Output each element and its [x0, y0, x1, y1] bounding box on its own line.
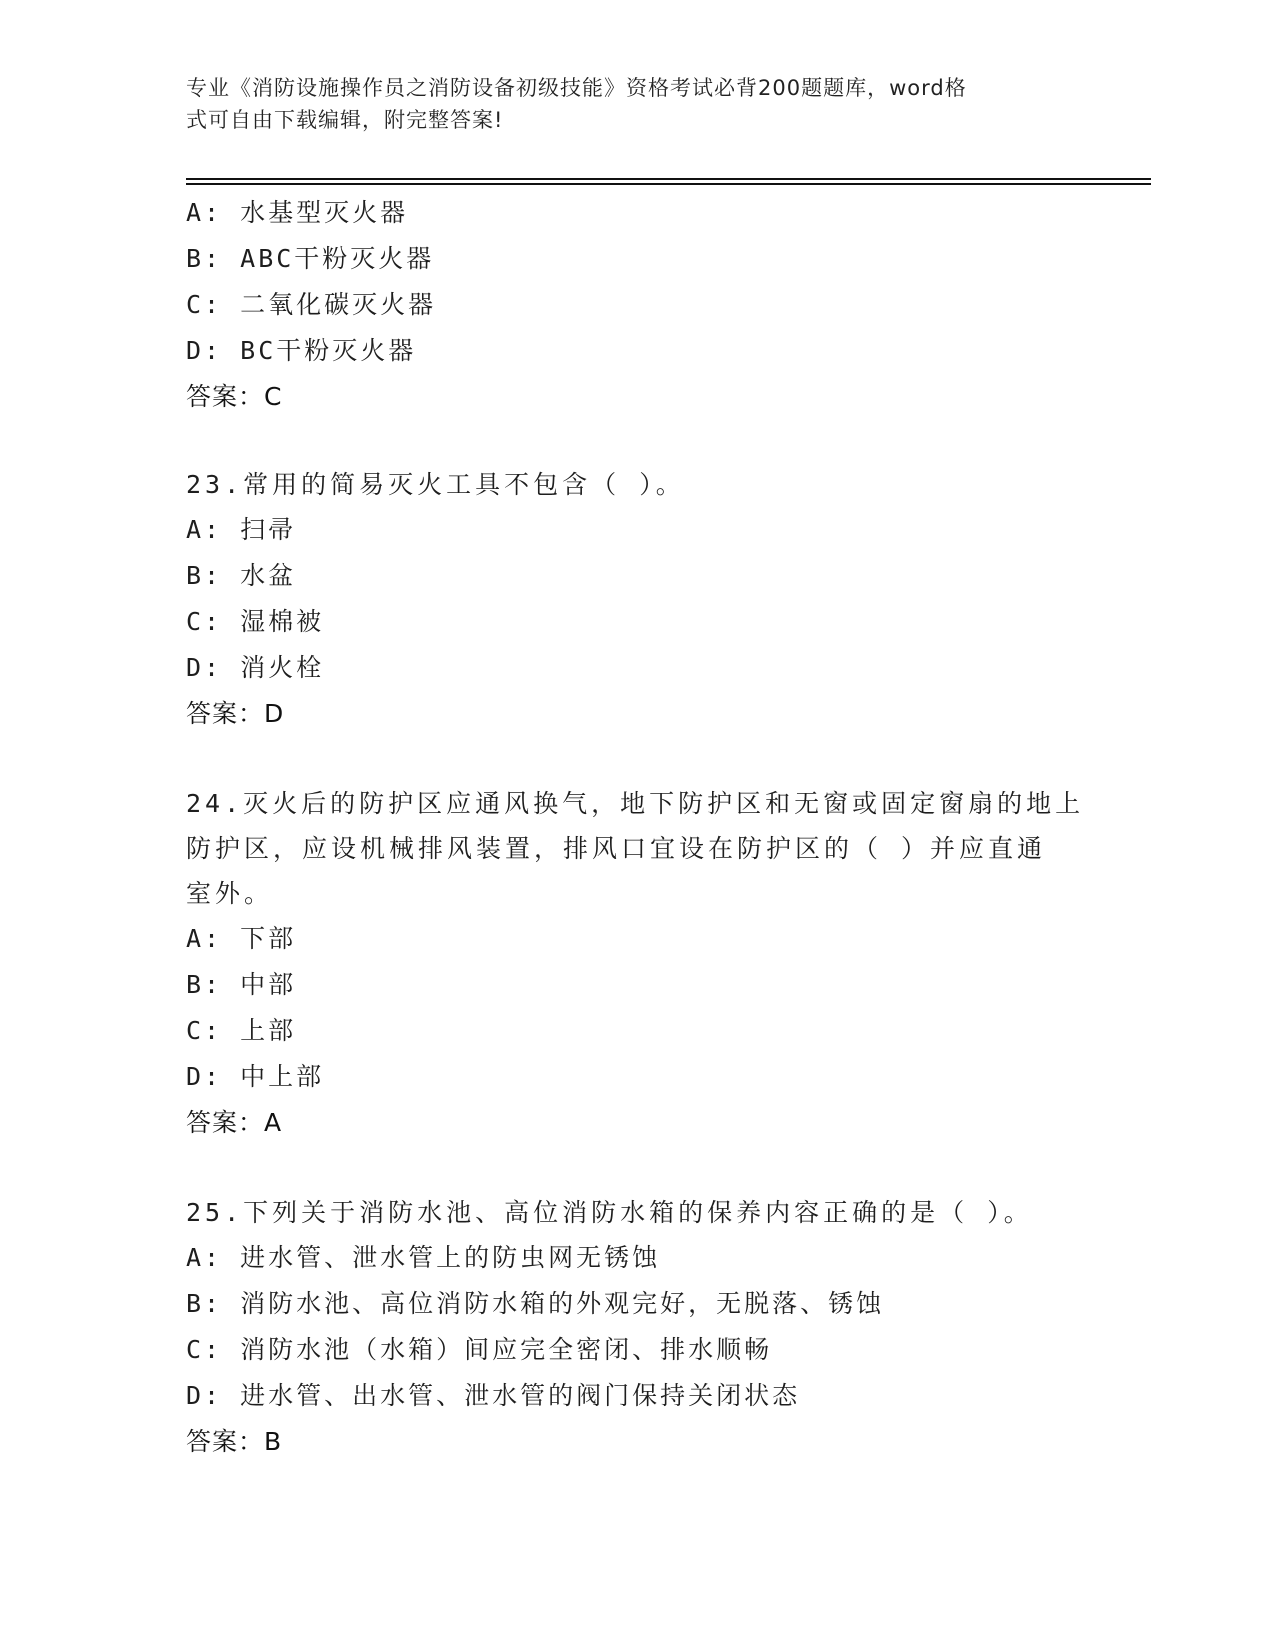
- option-c: C: 湿棉被: [186, 607, 325, 636]
- option-a: A: 水基型灭火器: [186, 198, 409, 227]
- option-b: B: 中部: [186, 970, 297, 999]
- option-c: C: 上部: [186, 1016, 297, 1045]
- option-c: C: 消防水池（水箱）间应完全密闭、排水顺畅: [186, 1335, 773, 1364]
- header-divider-top: [186, 178, 1151, 180]
- question-22: [186, 190, 1086, 420]
- option-d: D: 消火栓: [186, 653, 325, 682]
- question-23: [186, 462, 1086, 737]
- answer-label: 答案：C: [186, 382, 283, 411]
- question-25: [186, 1190, 1086, 1465]
- header-line-1: 专业《消防设施操作员之消防设备初级技能》资格考试必背200题题库，word格: [186, 76, 967, 100]
- answer-label: 答案：A: [186, 1108, 283, 1137]
- option-d: D: 进水管、出水管、泄水管的阀门保持关闭状态: [186, 1381, 801, 1410]
- option-c: C: 二氧化碳灭火器: [186, 290, 437, 319]
- header-divider-bottom: [186, 183, 1151, 185]
- question-stem-line-1: 24.灭火后的防护区应通风换气，地下防护区和无窗或固定窗扇的地上: [186, 789, 1085, 818]
- option-b: B: 水盆: [186, 561, 297, 590]
- header-line-2: 式可自由下载编辑，附完整答案!: [186, 108, 504, 132]
- question-list: [186, 190, 1086, 1465]
- option-d: D: 中上部: [186, 1062, 325, 1091]
- option-a: A: 进水管、泄水管上的防虫网无锈蚀: [186, 1243, 661, 1272]
- document-header: [186, 72, 1066, 136]
- option-d: D: BC干粉灭火器: [186, 336, 417, 365]
- option-b: B: 消防水池、高位消防水箱的外观完好，无脱落、锈蚀: [186, 1289, 885, 1318]
- question-stem: 25.下列关于消防水池、高位消防水箱的保养内容正确的是（ ）。: [186, 1198, 1033, 1227]
- answer-label: 答案：D: [186, 699, 285, 728]
- question-stem-line-3: 室外。: [186, 879, 274, 908]
- answer-label: 答案：B: [186, 1427, 283, 1456]
- option-b: B: ABC干粉灭火器: [186, 244, 435, 273]
- question-stem: 23.常用的简易灭火工具不包含（ ）。: [186, 470, 685, 499]
- option-a: A: 扫帚: [186, 515, 297, 544]
- question-24: [186, 781, 1086, 1146]
- option-a: A: 下部: [186, 924, 297, 953]
- question-stem-line-2: 防护区，应设机械排风装置，排风口宜设在防护区的（ ）并应直通: [186, 834, 1047, 863]
